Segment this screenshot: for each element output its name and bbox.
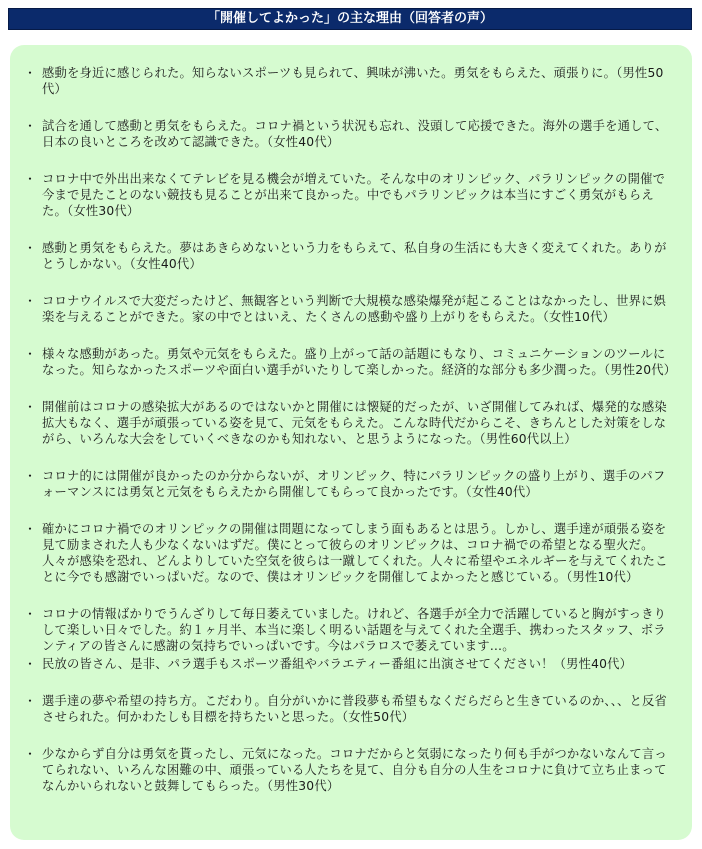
voice-text: 少なからず自分は勇気を貰ったし、元気になった。コロナだからと気弱になったり何も手がつかないなんて言ってられない、いろんな困難の中、頑張っている人たちを見て、自分も自分の人生をコロナに負けて立ち止まってなんかいられないと鼓舞してもらった。（男性30代）	[42, 747, 667, 793]
voice-text: 開催前はコロナの感染拡大があるのではないかと開催には懐疑的だったが、いざ開催してみれば、爆発的な感染拡大もなく、選手が頑張っている姿を見て、元気をもらえた。こんな時代だからこそ、きちんとした対策をしながら、いろんな大会をしていくべきなのかも知れない、と思うようになった。（男性60代以上）	[42, 400, 667, 446]
voice-item	[10, 746, 692, 794]
voice-text: 確かにコロナ禍でのオリンピックの開催は問題になってしまう面もあるとは思う。しかし、選手達が頑張る姿を見て励まされた人も少なくないはずだ。僕にとって彼らのオリンピックは、コロナ禍での希望となる聖火だ。人々が感染を恐れ、どんよりしていた空気を彼らは一蹴してくれた。人々に希望やエネルギーを与えてくれたことに今でも感謝でいっぱいだ。なので、僕はオリンピックを開催してよかったと感じている。（男性10代）	[42, 522, 668, 584]
bullet-icon: ・	[24, 119, 37, 133]
voice-item	[10, 293, 692, 325]
voice-item	[10, 656, 692, 672]
bullet-icon: ・	[24, 66, 37, 80]
voice-text: 感動と勇気をもらえた。夢はあきらめないという力をもらえて、私自身の生活にも大きく変えてくれた。ありがとうしかない。（女性40代）	[42, 241, 667, 271]
voice-text: コロナ的には開催が良かったのか分からないが、オリンピック、特にパラリンピックの盛り上がり、選手のパフォーマンスには勇気と元気をもらえたから開催してもらって良かったです。（女性40代）	[42, 469, 666, 499]
bullet-icon: ・	[24, 747, 37, 761]
voice-text: コロナウイルスで大変だったけど、無観客という判断で大規模な感染爆発が起こることはなかったし、世界に娯楽を与えることができた。家の中でとはいえ、たくさんの感動や盛り上がりをもらえた。（女性10代）	[42, 294, 667, 324]
bullet-icon: ・	[24, 657, 37, 671]
bullet-icon: ・	[24, 400, 37, 414]
voice-item	[10, 65, 692, 97]
bullet-icon: ・	[24, 522, 37, 536]
voice-item	[10, 468, 692, 500]
voice-text: コロナ中で外出出来なくてテレビを見る機会が増えていた。そんな中のオリンピック、パラリンピックの開催で今まで見たことのない競技も見ることが出来て良かった。中でもパラリンピックは本当にすごく勇気がもらえた。（女性30代）	[42, 172, 666, 218]
voice-item	[10, 521, 692, 585]
voice-item	[10, 399, 692, 447]
bullet-icon: ・	[24, 347, 37, 361]
voice-text: 選手達の夢や希望の持ち方。こだわり。自分がいかに普段夢も希望もなくだらだらと生きているのか、、、と反省させられた。何かわたしも目標を持ちたいと思った。（女性50代）	[42, 694, 668, 724]
bullet-icon: ・	[24, 469, 37, 483]
voice-text: 感動を身近に感じられた。知らないスポーツも見られて、興味が沸いた。勇気をもらえた、頑張りに。（男性50代）	[42, 66, 664, 96]
bullet-icon: ・	[24, 294, 37, 308]
voice-item	[10, 693, 692, 725]
bullet-icon: ・	[24, 241, 37, 255]
page-title: 「開催してよかった」の主な理由（回答者の声）	[8, 8, 692, 30]
voice-item	[10, 346, 692, 378]
voice-text: コロナの情報ばかりでうんざりして毎日萎えていました。けれど、各選手が全力で活躍していると胸がすっきりして楽しい日々でした。約１ヶ月半、本当に楽しく明るい話題を与えてくれた全選手、携わったスタッフ、ボランティアの皆さんに感謝の気持ちでいっぱいです。今はパラロスで萎えています…。	[42, 607, 667, 653]
voice-item	[10, 240, 692, 272]
respondent-voices-panel	[10, 45, 692, 840]
voice-item	[10, 606, 692, 654]
bullet-icon: ・	[24, 694, 37, 708]
bullet-icon: ・	[24, 172, 37, 186]
voice-text: 様々な感動があった。勇気や元気をもらえた。盛り上がって話の話題にもなり、コミュニケーションのツールになった。知らなかったスポーツや面白い選手がいたりして楽しかった。経済的な部分も多少潤った。（男性20代）	[42, 347, 677, 377]
bullet-icon: ・	[24, 607, 37, 621]
voice-item	[10, 171, 692, 219]
voice-item	[10, 118, 692, 150]
voice-text: 試合を通して感動と勇気をもらえた。コロナ禍という状況も忘れ、没頭して応援できた。海外の選手を通して、日本の良いところを改めて認識できた。（女性40代）	[42, 119, 668, 149]
respondent-voices-list	[10, 65, 692, 794]
voice-text: 民放の皆さん、是非、パラ選手もスポーツ番組やバラエティー番組に出演させてください！（男性40代）	[42, 657, 633, 671]
